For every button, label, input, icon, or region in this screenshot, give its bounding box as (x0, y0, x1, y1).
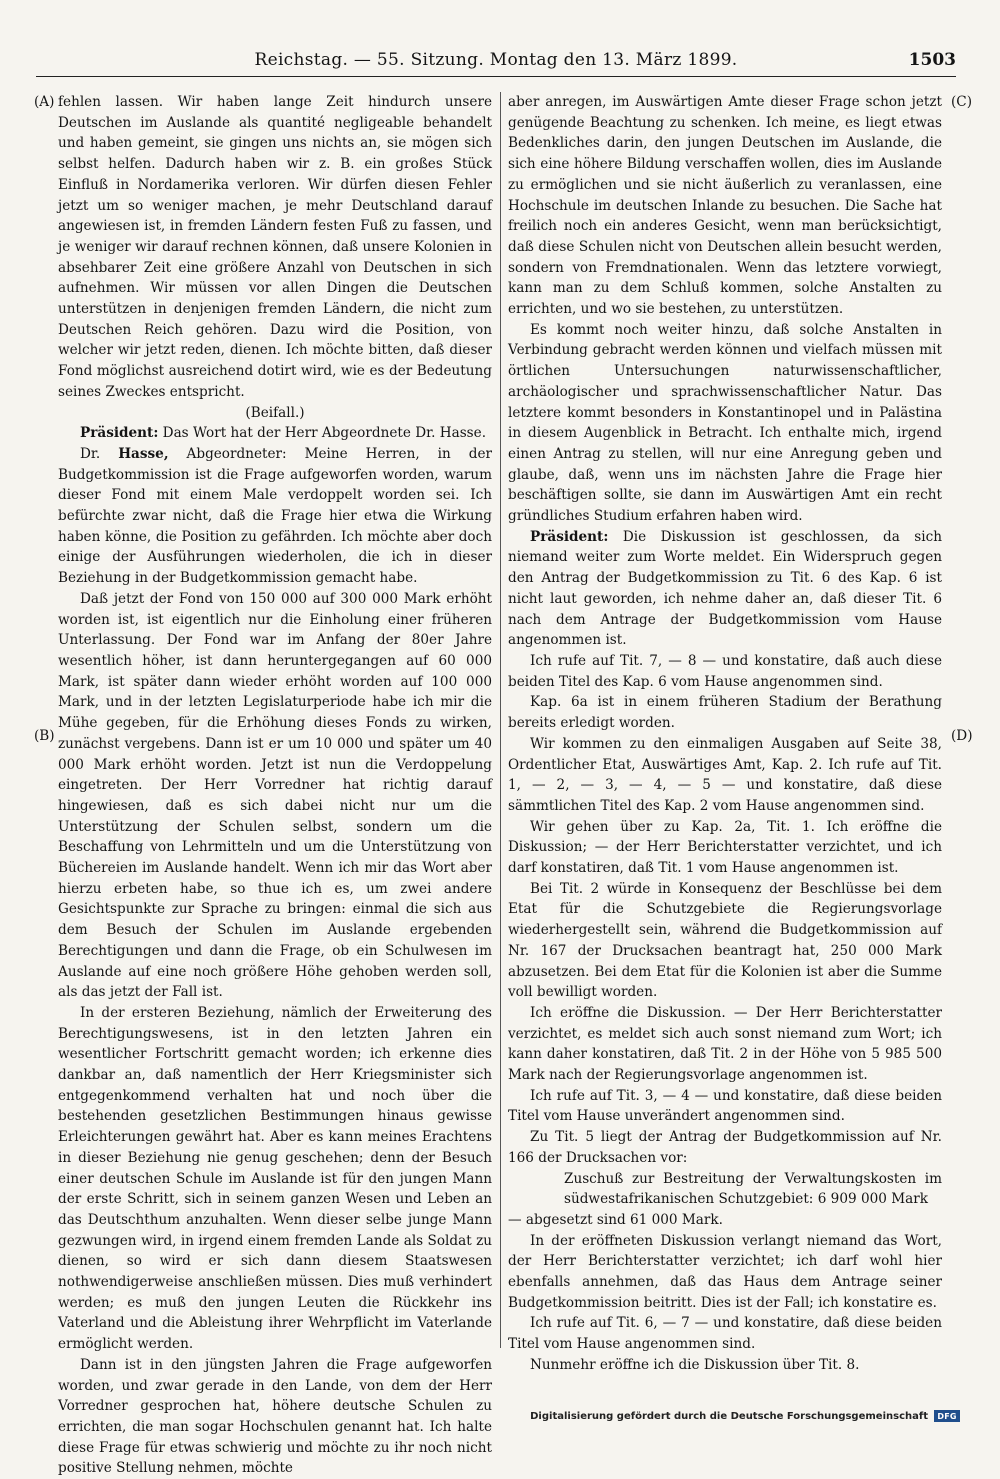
quoted-item: Zuschuß zur Bestreitung der Verwaltungskosten im südwestafrikanischen Schutzgebiet: 6 909 000 Mark (564, 1170, 942, 1208)
paragraph: Bei Tit. 2 würde in Konsequenz der Beschlüsse bei dem Etat für die Schutzgebiete die Regierungsvorlage wiederhergestellt sein, während die Budgetkommission auf Nr. 167 der Drucksachen beantragt hat, 250 000 Mark abzusetzen. Bei dem Etat für die Kolonien ist aber die Summe voll bewilligt worden. (508, 880, 942, 1001)
paragraph: Ich rufe auf Tit. 6, — 7 — und konstatire, daß diese beiden Titel vom Hause angenommen sind. (508, 1315, 942, 1353)
paragraph: Nunmehr eröffne ich die Diskussion über Tit. 8. (530, 1356, 860, 1373)
paragraph (58, 423, 492, 444)
left-column (58, 92, 492, 1479)
paragraph (508, 527, 942, 651)
paragraph: Ich rufe auf Tit. 3, — 4 — und konstatire, daß diese beiden Titel vom Hause unverändert angenommen sind. (508, 1087, 942, 1125)
speaker-label: Präsident: (80, 425, 159, 442)
margin-mark-a: (A) (34, 94, 55, 110)
paragraph: Es kommt noch weiter hinzu, daß solche Anstalten in Verbindung gebracht werden können und vielfach müssen mit örtlichen Untersuchungen naturwissenschaftlicher, archäologischer und sprachwissenschaftlicher Natur. Das letztere kommt besonders in Konstantinopel und in Palästina in diesem Augenblick in Betracht. Ich enthalte mich, irgend einen Antrag zu stellen, will nur eine Anregung geben und glaube, daß, wenn uns im nächsten Jahre die Frage hier beschäftigen sollte, sie dann im Auswärtigen Amt ein recht gründliches Studium erfahren haben wird. (508, 321, 942, 525)
paragraph (58, 444, 492, 589)
applause-note: (Beifall.) (245, 404, 305, 421)
dfg-logo-icon: DFG (934, 1410, 960, 1422)
column-divider (500, 92, 501, 1348)
right-column (508, 92, 942, 1376)
paragraph: Zu Tit. 5 liegt der Antrag der Budgetkommission auf Nr. 166 der Drucksachen vor: (508, 1129, 942, 1166)
paragraph: In der eröffneten Diskussion verlangt niemand das Wort, der Herr Berichterstatter verzichtet; ich darf wohl hier ebenfalls annehmen, daß das Haus dem Antrage seiner Budgetkommission beitritt. Dies ist der Fall; ich konstatire es. (508, 1232, 942, 1311)
paragraph-text: Das Wort hat der Herr Abgeordnete Dr. Hasse. (162, 425, 487, 442)
digitization-credit (530, 1410, 960, 1422)
speaker-label: Hasse, (118, 445, 169, 462)
page-number: 1503 (908, 50, 956, 70)
paragraph-text: Abgeordneter: Meine Herren, in der Budgetkommission ist die Frage aufgeworfen worden, warum dieser Fond mit einem Male verdoppelt worden sei. Ich befürchte zwar nicht, daß die Frage hier etwa die Wirkung haben könne, die Position zu gefährden. Ich möchte aber doch einige der Ausführungen wiederholen, die ich in dieser Beziehung in der Budgetkommission gemacht habe. (58, 445, 492, 587)
speaker-title: Dr. (80, 445, 101, 462)
page-header (36, 40, 956, 77)
paragraph: — abgesetzt sind 61 000 Mark. (508, 1211, 723, 1228)
speaker-label: Präsident: (530, 528, 609, 545)
paragraph: Wir kommen zu den einmaligen Ausgaben auf Seite 38, Ordentlicher Etat, Auswärtiges Amt, Kap. 2. Ich rufe auf Tit. 1, — 2, — 3, — 4, — 5 — und konstatire, daß diese sämmtlichen Titel des Kap. 2 vom Hause angenommen sind. (508, 735, 942, 814)
margin-mark-c: (C) (951, 94, 973, 110)
margin-mark-d: (D) (951, 728, 973, 744)
paragraph: Daß jetzt der Fond von 150 000 auf 300 000 Mark erhöht worden ist, ist eigentlich nur die Einholung einer früheren Unterlassung. Der Fond war im Anfang der 80er Jahre wesentlich höher, ist dann heruntergegangen auf 60 000 Mark, ist später dann wieder erhöht worden auf 100 000 Mark, und in der letzten Legislaturperiode habe ich mir die Mühe gegeben, für die Erhöhung dieses Fonds zu wirken, zunächst vergebens. Dann ist er um 10 000 und später um 40 000 Mark erhöht worden. Jetzt ist nun die Verdoppelung eingetreten. Der Herr Vorredner hat richtig darauf hingewiesen, daß es sich dabei nicht nur um die Unterstützung der Schulen selbst, sondern um die Beschaffung von Lehrmitteln und um die Unterstützung von Büchereien im Auslande handelt. Wenn ich mir das Wort aber hierzu erbeten habe, so thue ich es, um zwei andere Gesichtspunkte zur Sprache zu bringen: einmal die sich aus dem Besuch der Schulen im Auslande ergebenden Berechtigungen und dann die Frage, ob ein Schulwesen im Auslande auf eine noch größere Höhe gehoben werden soll, als das jetzt der Fall ist. (58, 590, 492, 1001)
paragraph: Ich rufe auf Tit. 7, — 8 — und konstatire, daß auch diese beiden Titel des Kap. 6 vom Hause angenommen sind. (508, 652, 942, 690)
running-title: Reichstag. — 55. Sitzung. Montag den 13. März 1899. (254, 50, 738, 70)
paragraph: Ich eröffne die Diskussion. — Der Herr Berichterstatter verzichtet, es meldet sich auch sonst niemand zum Wort; ich kann daher konstatiren, daß Tit. 2 in der Höhe von 5 985 500 Mark nach der Regierungsvorlage angenommen ist. (508, 1004, 942, 1084)
paragraph: Wir gehen über zu Kap. 2a, Tit. 1. Ich eröffne die Diskussion; — der Herr Berichterstatter verzichtet, und ich darf konstatiren, daß Tit. 1 vom Hause angenommen ist. (508, 818, 942, 877)
paragraph: Kap. 6a ist in einem früheren Stadium der Berathung bereits erledigt worden. (508, 694, 942, 732)
credit-text: Digitalisierung gefördert durch die Deutsche Forschungsgemeinschaft (530, 1410, 928, 1422)
paragraph: aber anregen, im Auswärtigen Amte dieser Frage schon jetzt genügende Beachtung zu schenken. Ich meine, es liegt etwas Bedenkliches darin, den jungen Deutschen im Auslande, die sich eine höhere Bildung verschaffen wollen, dies im Auslande zu ermöglichen und sie nicht äußerlich zu veranlassen, eine Hochschule im deutschen Inlande zu besuchen. Die Sache hat freilich noch ein anderes Gesicht, wenn man berücksichtigt, daß diese Schulen nicht von Deutschen allein besucht werden, sondern von Fremdnationalen. Wenn das letztere vorwiegt, kann man zu dem Schluß kommen, solche Anstalten zu errichten, und wo sie bestehen, zu unterstützen. (508, 94, 942, 318)
paragraph: In der ersteren Beziehung, nämlich der Erweiterung des Berechtigungswesens, ist in den letzten Jahren ein wesentlicher Fortschritt gemacht worden; ich erkenne dies dankbar an, daß namentlich der Herr Kriegsminister sich entgegenkommend verhalten hat und noch über die bestehenden gesetzlichen Bestimmungen hinaus gewisse Erleichterungen gewährt hat. Aber es kann meines Erachtens in dieser Beziehung nie genug geschehen; denn der Besuch einer deutschen Schule im Auslande ist für den jungen Mann der erste Schritt, sich in seinem ganzen Wesen und Leben an das Deutschthum anzuhalten. Wenn dieser selbe junge Mann gezwungen wird, in irgend einem fremden Lande als Soldat zu dienen, so wird er sich dann diesem Staatswesen nothwendigerweise anschließen müssen. Dies muß verhindert werden; es muß den jungen Leuten die Rückkehr ins Vaterland und die Ableistung ihrer Wehrpflicht im Vaterlande ermöglicht werden. (58, 1004, 492, 1353)
paragraph: Dann ist in den jüngsten Jahren die Frage aufgeworfen worden, und zwar gerade in den Lande, von dem der Herr Vorredner gesprochen hat, höhere deutsche Schulen zu errichten, die man sogar Hochschulen genannt hat. Ich halte diese Frage für etwas schwierig und möchte zu ihr noch nicht positive Stellung nehmen, möchte (58, 1356, 492, 1477)
paragraph: fehlen lassen. Wir haben lange Zeit hindurch unsere Deutschen im Auslande als quantité negligeable behandelt und haben gemeint, sie gingen uns nichts an, sie mögen sich selbst helfen. Dadurch haben wir z. B. ein großes Stück Einfluß in Nordamerika verloren. Wir dürfen diesen Fehler jetzt um so weniger machen, je mehr Deutschland darauf angewiesen ist, in fremden Ländern festen Fuß zu fassen, und je weniger wir darauf rechnen können, daß unsere Kolonien in absehbarer Zeit eine größere Anzahl von Deutschen in sich aufnehmen. Wir müssen vor allen Dingen die Deutschen unterstützen in denjenigen fremden Ländern, die nicht zum Deutschen Reich gehören. Dazu wird die Position, von welcher wir jetzt reden, dienen. Ich möchte bitten, daß dieser Fond möglichst ausreichend dotirt wird, wie es der Bedeutung seines Zweckes entspricht. (58, 94, 492, 400)
paragraph-text: Die Diskussion ist geschlossen, da sich niemand weiter zum Worte meldet. Ein Widerspruch gegen den Antrag der Budgetkommission zu Tit. 6 des Kap. 6 ist nicht laut geworden, ich nehme daher an, daß dieser Tit. 6 nach dem Antrage der Budgetkommission vom Hause angenommen ist. (508, 528, 942, 649)
margin-mark-b: (B) (34, 728, 55, 744)
